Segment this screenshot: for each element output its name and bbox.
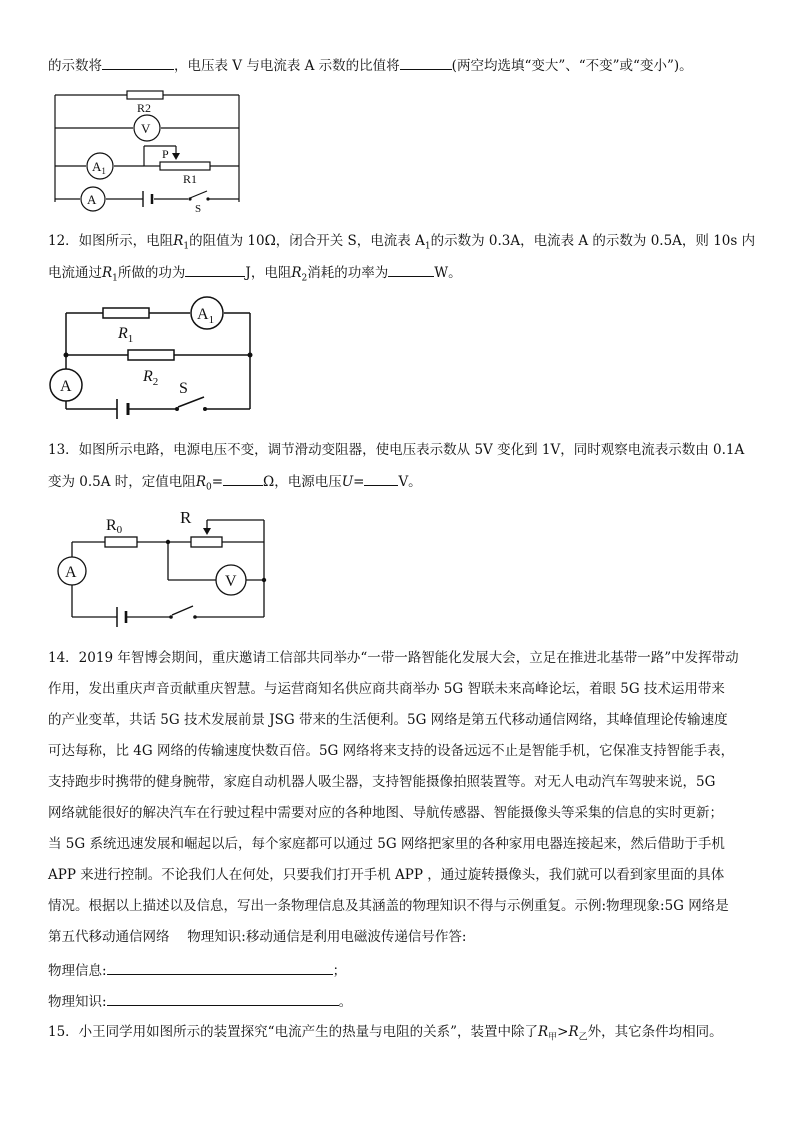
q14-line: 作用，发出重庆声音贡献重庆智慧。与运营商知名供应商共商举办 5G 智联未来高峰论坛，着眼 5G 技术运用带来 [48,681,725,697]
label-p: P [162,147,169,161]
slider-arrow [203,528,211,535]
label-r1: R1 [183,172,198,186]
physics-info-blank[interactable] [107,961,333,975]
q14-line: 支持跑步时携带的健身腕带，家庭自动机器人吸尘器，支持智能摄像拍照装置等。对无人电动汽车驾驶来说，5G [48,774,716,790]
q14-line: APP 来进行控制。不论我们人在何处，只要我们打开手机 APP ，通过旋转摄像头，我们就可以看到家里面的具体 [48,867,725,883]
q14-line: 网络就能很好的解决汽车在行驶过程中需要对应的各种地图、导航传感器、智能摄像头等采集的信息的实时更新； [48,805,723,821]
label-s: S [195,203,202,215]
label-a: A [87,192,97,207]
q14-line: 14．2019 年智博会期间，重庆邀请工信部共同举办“一带一路智能化发展大会，立足在推进北基带一路”中发挥带动 [48,650,739,666]
physics-knowledge-row: 物理知识: 。 [48,994,353,1010]
q14-line: 当 5G 系统迅速发展和崛起以后，每个家庭都可以通过 5G 网络把家里的各种家用电器连接起来，然后借助于手机 [48,836,725,852]
q14-line: 的产业变革，共话 5G 技术发展前景 JSG 带来的生活便利。5G 网络是第五代移动通信网络，其峰值理论传输速度 [48,712,728,728]
label-s: S [179,380,188,397]
junction-dot [262,578,266,582]
label-r: R [180,508,192,527]
label-r2: R2 [137,101,152,115]
switch-contact [193,615,197,619]
label-a1: $A_1$ [197,306,215,326]
q12-line1: 12．如图所示，电阻$R_1$的阻值为 10Ω，闭合开关 S，电流表 $A_1$的示数为 0.3A，电流表 A 的示数为 0.5A，则 10s 内 [48,233,756,252]
junction-dot [166,540,170,544]
label-r1: $R_1$ [118,325,134,345]
q14-line: 情况。根据以上描述以及信息，写出一条物理信息及其涵盖的物理知识不得与示例重复。示例:物理现象:5G 网络是 [48,898,729,914]
q12-line2: 电流通过$R_1$所做的功为 J，电阻$R_2$消耗的功率为 W。 [48,265,462,284]
resistor-r0 [105,537,137,547]
label-r2: $R_2$ [143,368,159,388]
q13-line2: 变为 0.5A 时，定值电阻$R_0= \Omega$，电源电压U= V。 [48,474,422,493]
switch-pivot [169,615,173,619]
physics-knowledge-blank[interactable] [107,992,339,1006]
q11-continuation: 的示数将 ，电压表 V 与电流表 A 示数的比值将 (两空均选填“变大”、“不变”或“变小”)。 [48,58,693,74]
label-a1: $A_1$ [92,159,106,176]
physics-info-row: 物理信息: ； [48,963,347,979]
q14-line: 可达每称，比 4G 网络的传输速度快数百倍。5G 网络将来支持的设备远远不止是智能手机，它保准支持智能手表， [48,743,735,759]
label-v: V [225,573,237,590]
q14-line: 第五代移动通信网络 物理知识:移动通信是利用电磁波传递信号作答: [48,929,467,945]
label-a: A [65,564,77,581]
q13-line1: 13．如图所示电路，电源电压不变，调节滑动变阻器，使电压表示数从 5V 变化到 1V，同时观察电流表示数由 0.1A [48,442,745,458]
label-a: A [60,378,72,395]
q15-line1: 15．小王同学用如图所示的装置探究“电流产生的热量与电阻的关系”，装置中除了$R_甲>R_乙$外，其它条件均相同。 [48,1024,723,1043]
label-r0: R0 [106,517,123,536]
label-v: V [141,121,151,136]
rheostat-r [191,537,222,547]
